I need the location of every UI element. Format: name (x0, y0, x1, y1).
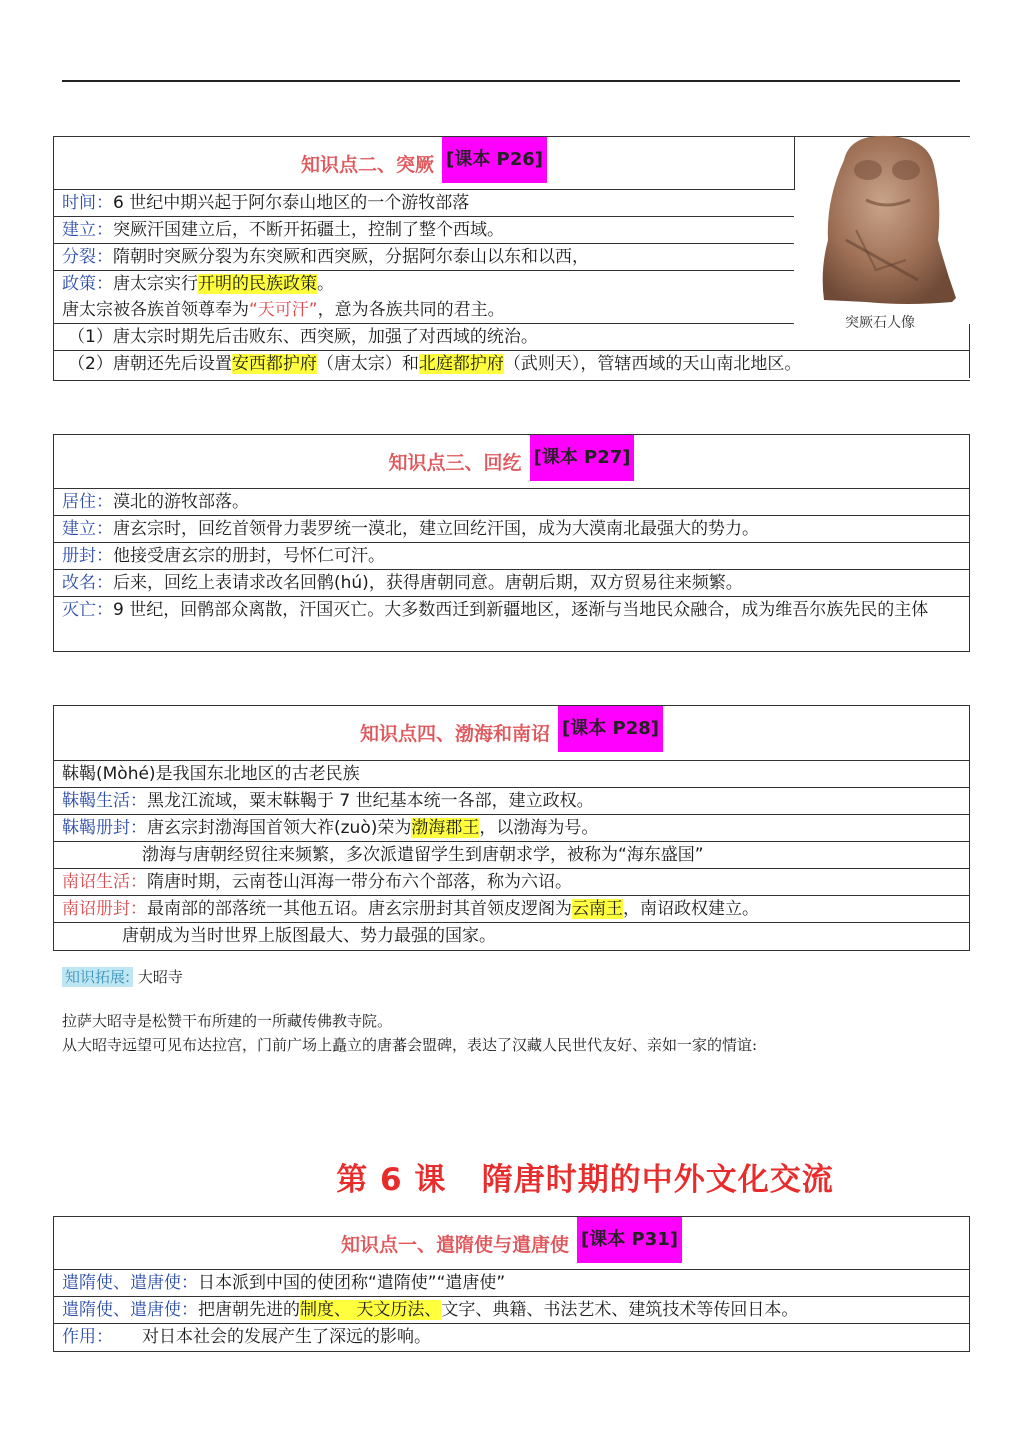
top-rule (62, 80, 960, 82)
row-build: 建立：突厥汗国建立后，不断开拓疆土，控制了整个西域。 (54, 217, 794, 244)
section-title: 知识点一、遣隋使与遣唐使 (341, 1234, 570, 1256)
row-bohai-trade: 渤海与唐朝经贸往来频繁，多次派遣留学生到唐朝求学，被称为“海东盛国” (54, 842, 969, 869)
section-header (54, 435, 969, 489)
section-huihe (53, 434, 970, 652)
row-mohe: 靺鞨(Mòhé)是我国东北地区的古老民族 (54, 761, 969, 788)
section-title: 知识点二、突厥 (301, 154, 435, 176)
row-policy: 政策：唐太宗实行开明的民族政策。 (62, 274, 334, 294)
photo-caption: 突厥石人像 (845, 315, 915, 331)
textbook-page-badge: [课本 P27] (530, 435, 635, 481)
extension-tag: 知识拓展: (62, 967, 133, 987)
extension-heading (62, 966, 183, 987)
row-fall: 灭亡：9 世纪，回鹘部众离散，汗国灭亡。大多数西迁到新疆地区，逐渐与当地民众融合，成为维吾尔族先民的主体 (62, 600, 929, 620)
textbook-page-badge: [课本 P31] (577, 1217, 682, 1263)
section-title: 知识点四、渤海和南诏 (360, 723, 551, 745)
extension-line-2: 从大昭寺远望可见布达拉宫，门前广场上矗立的唐蕃会盟碑，表达了汉藏人民世代友好、亲如一家的情谊: (62, 1036, 758, 1054)
row-point-2: （2）唐朝还先后设置安西都护府（唐太宗）和北庭都护府（武则天），管辖西域的天山南北地区。 (54, 351, 970, 378)
row-build: 建立：唐玄宗时，回纥首领骨力裴罗统一漠北，建立回纥汗国，成为大漠南北最强大的势力。 (54, 516, 969, 543)
row-enfeoff: 册封：他接受唐玄宗的册封，号怀仁可汗。 (54, 543, 969, 570)
section-envoys (53, 1216, 970, 1352)
extension-line-1: 拉萨大昭寺是松赞干布所建的一所藏传佛教寺院。 (62, 1012, 393, 1030)
textbook-page-badge: [课本 P26] (442, 137, 547, 183)
row-policy-group (54, 271, 794, 324)
row-point-1: （1）唐太宗时期先后击败东、西突厥，加强了对西域的统治。 (54, 324, 970, 351)
row-mohe-enfeoff: 靺鞨册封：唐玄宗封渤海国首领大祚(zuò)荣为渤海郡王，以渤海为号。 (54, 815, 969, 842)
row-mohe-life: 靺鞨生活：黑龙江流域，粟末靺鞨于 7 世纪基本统一各部，建立政权。 (54, 788, 969, 815)
stone-statue-image (806, 130, 962, 336)
section-header (54, 1217, 969, 1270)
row-nanzhao-enfeoff: 南诏册封：最南部的部落统一其他五诏。唐玄宗册封其首领皮逻阁为云南王，南诏政权建立。 (54, 896, 969, 923)
lesson-title: 第 6 课 隋唐时期的中外文化交流 (336, 1162, 834, 1198)
row-envoys-bring: 遣隋使、遣唐使：把唐朝先进的制度、 天文历法、文字、典籍、书法艺术、建筑技术等传回日本。 (54, 1297, 969, 1324)
section-header (54, 137, 795, 190)
row-tang-summary: 唐朝成为当时世界上版图最大、势力最强的国家。 (122, 926, 496, 946)
section-header (54, 706, 969, 761)
row-nanzhao-life: 南诏生活：隋唐时期，云南苍山洱海一带分布六个部落，称为六诏。 (54, 869, 969, 896)
row-envoys-effect: 作用： 对日本社会的发展产生了深远的影响。 (62, 1327, 431, 1347)
row-rename: 改名：后来，回纥上表请求改名回鹘(hú)，获得唐朝同意。唐朝后期，双方贸易往来频繁。 (54, 570, 969, 597)
row-time: 时间：6 世纪中期兴起于阿尔泰山地区的一个游牧部落 (54, 190, 794, 217)
extension-topic: 大昭寺 (137, 968, 183, 986)
section-bohai-nanzhao (53, 705, 970, 951)
textbook-page-badge: [课本 P28] (558, 706, 663, 752)
row-residence: 居住：漠北的游牧部落。 (54, 489, 969, 516)
row-policy-2: 唐太宗被各族首领尊奉为“天可汗”，意为各族共同的君主。 (62, 300, 505, 320)
section-title: 知识点三、回纥 (388, 452, 522, 474)
row-split: 分裂：隋朝时突厥分裂为东突厥和西突厥，分据阿尔泰山以东和以西， (54, 244, 794, 271)
row-envoys-def: 遣隋使、遣唐使：日本派到中国的使团称“遣隋使”“遣唐使” (54, 1270, 969, 1297)
